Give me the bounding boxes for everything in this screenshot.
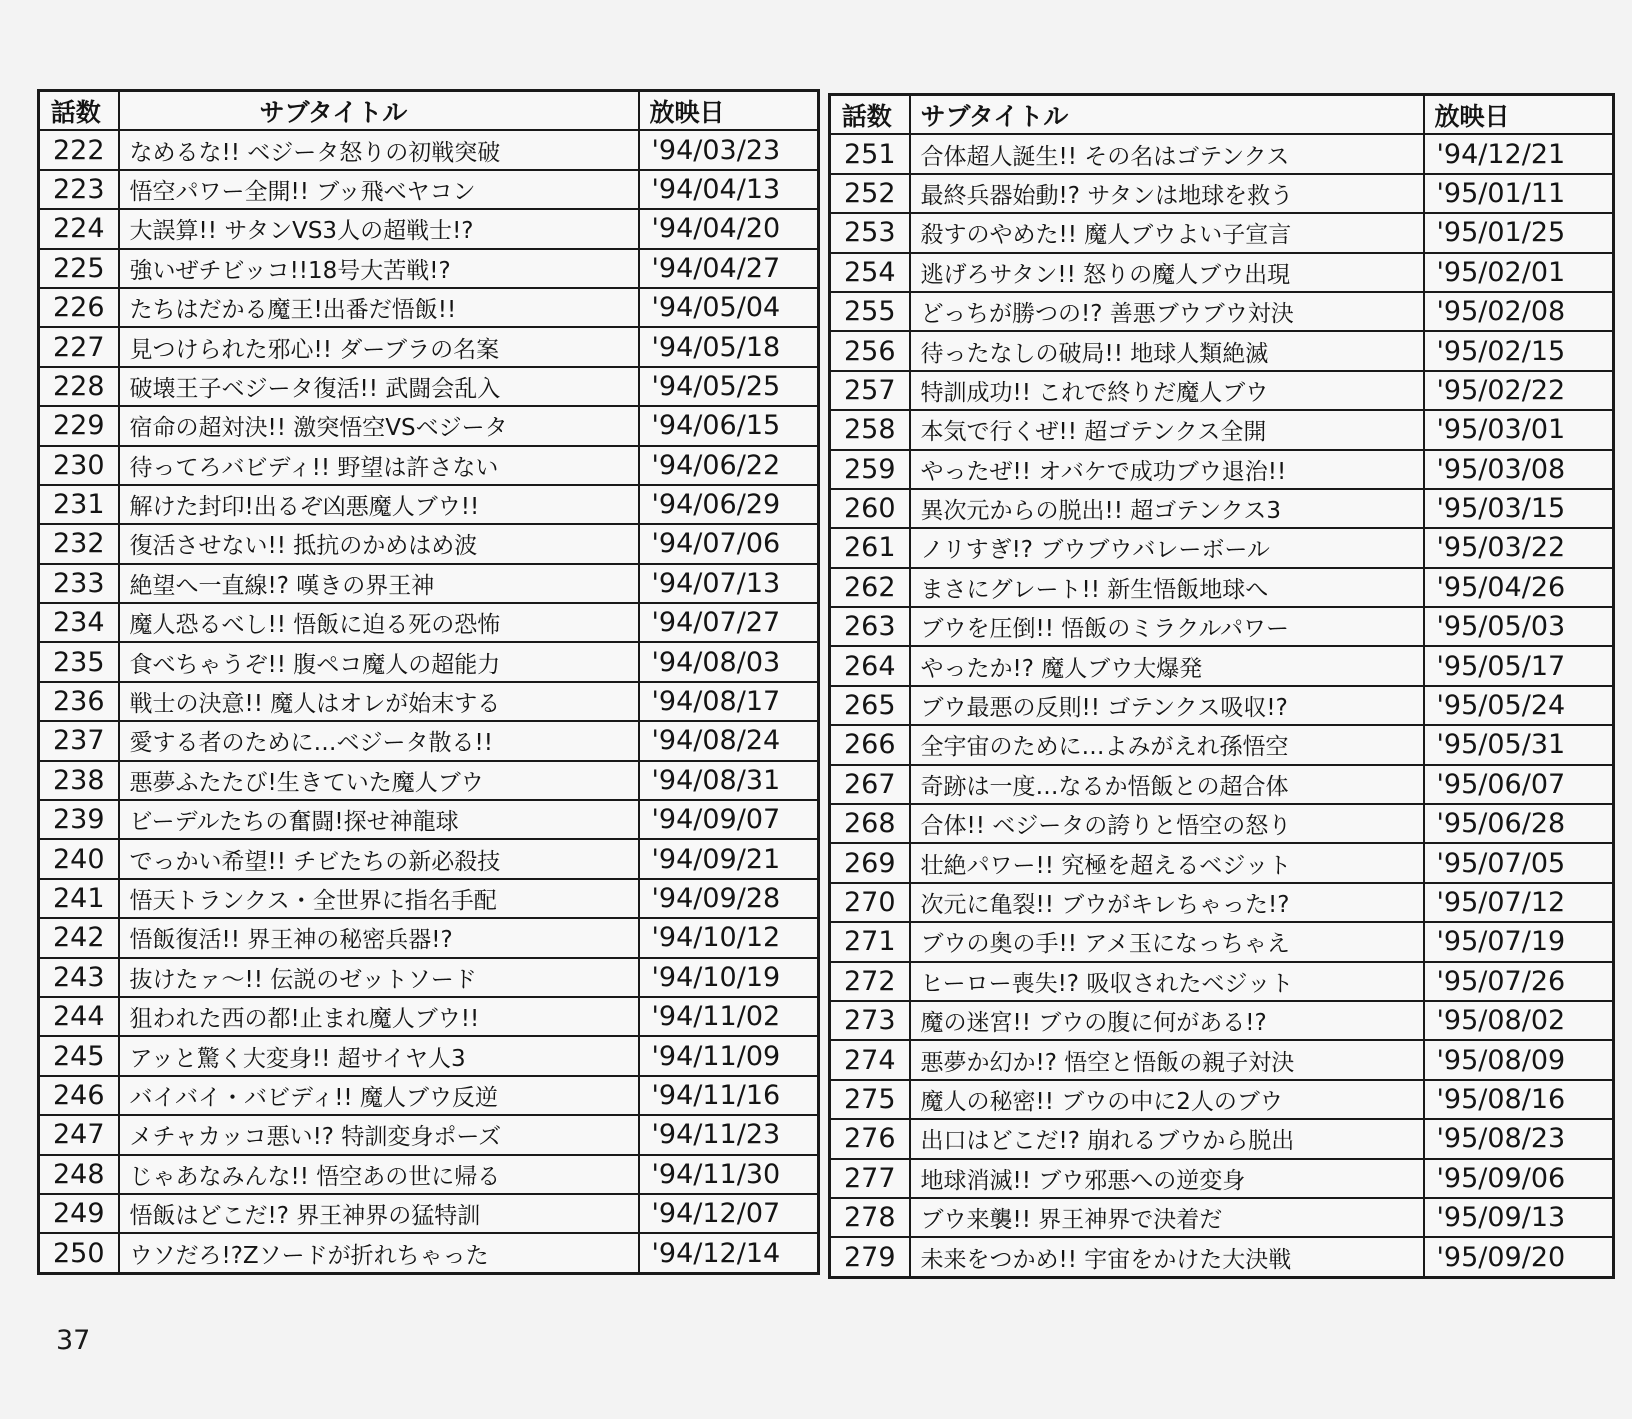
- table-row: [830, 1040, 1614, 1079]
- airdate-cell: '94/06/15: [639, 406, 819, 445]
- airdate-cell: '94/10/19: [639, 958, 819, 997]
- episode-number-cell: 241: [39, 879, 119, 918]
- episode-number-cell: 249: [39, 1194, 119, 1233]
- airdate-cell: '95/07/19: [1424, 922, 1614, 961]
- episode-title-cell: 本気で行くぜ!! 超ゴテンクス全開: [910, 410, 1424, 449]
- episode-title-cell: 異次元からの脱出!! 超ゴテンクス3: [910, 489, 1424, 528]
- airdate-cell: '95/02/08: [1424, 292, 1614, 331]
- episode-number-cell: 223: [39, 170, 119, 209]
- episode-number-cell: 279: [830, 1237, 910, 1277]
- episode-title-cell: 大誤算!! サタンVS3人の超戦士!?: [119, 209, 639, 248]
- airdate-cell: '95/01/25: [1424, 213, 1614, 252]
- table-header-row: [830, 95, 1614, 135]
- page-number: 37: [56, 1325, 91, 1356]
- subtitle-column-header: サブタイトル: [910, 95, 1424, 135]
- table-row: [39, 288, 819, 327]
- table-row: [830, 607, 1614, 646]
- episode-title-cell: 悪夢ふたたび!生きていた魔人ブウ: [119, 761, 639, 800]
- table-row: [39, 839, 819, 878]
- airdate-cell: '94/04/20: [639, 209, 819, 248]
- table-row: [39, 761, 819, 800]
- episode-title-cell: たちはだかる魔王!出番だ悟飯!!: [119, 288, 639, 327]
- table-row: [39, 1194, 819, 1233]
- episode-number-cell: 266: [830, 725, 910, 764]
- episode-number-cell: 256: [830, 331, 910, 370]
- episode-title-cell: 見つけられた邪心!! ダーブラの名案: [119, 327, 639, 366]
- airdate-cell: '94/04/27: [639, 249, 819, 288]
- episode-number-cell: 259: [830, 450, 910, 489]
- episode-number-cell: 265: [830, 686, 910, 725]
- table-row: [830, 804, 1614, 843]
- episode-number-cell: 230: [39, 446, 119, 485]
- episode-rows-left: [39, 130, 819, 1273]
- table-row: [39, 603, 819, 642]
- table-row: [39, 879, 819, 918]
- table-row: [39, 800, 819, 839]
- airdate-cell: '94/06/29: [639, 485, 819, 524]
- airdate-column-header: 放映日: [639, 91, 819, 131]
- episode-number-cell: 243: [39, 958, 119, 997]
- table-row: [39, 682, 819, 721]
- table-row: [39, 997, 819, 1036]
- episode-title-cell: ブウ最悪の反則!! ゴテンクス吸収!?: [910, 686, 1424, 725]
- episode-number-cell: 273: [830, 1001, 910, 1040]
- episode-number-cell: 254: [830, 253, 910, 292]
- episode-title-cell: 壮絶パワー!! 究極を超えるベジット: [910, 843, 1424, 882]
- episode-number-cell: 272: [830, 962, 910, 1001]
- table-row: [830, 725, 1614, 764]
- airdate-cell: '94/08/17: [639, 682, 819, 721]
- table-row: [39, 1115, 819, 1154]
- table-row: [830, 134, 1614, 173]
- episode-column-header: 話数: [830, 95, 910, 135]
- table-row: [39, 721, 819, 760]
- airdate-cell: '94/07/27: [639, 603, 819, 642]
- episode-number-cell: 260: [830, 489, 910, 528]
- episode-number-cell: 264: [830, 646, 910, 685]
- airdate-cell: '94/07/13: [639, 564, 819, 603]
- airdate-cell: '94/09/21: [639, 839, 819, 878]
- episode-number-cell: 251: [830, 134, 910, 173]
- table-row: [830, 331, 1614, 370]
- episode-title-cell: 戦士の決意!! 魔人はオレが始末する: [119, 682, 639, 721]
- table-row: [830, 843, 1614, 882]
- airdate-cell: '95/03/22: [1424, 528, 1614, 567]
- table-row: [830, 489, 1614, 528]
- episode-title-cell: 悟天トランクス・全世界に指名手配: [119, 879, 639, 918]
- airdate-cell: '95/07/05: [1424, 843, 1614, 882]
- airdate-cell: '94/04/13: [639, 170, 819, 209]
- table-row: [39, 564, 819, 603]
- episode-title-cell: 待ったなしの破局!! 地球人類絶滅: [910, 331, 1424, 370]
- airdate-cell: '95/08/23: [1424, 1119, 1614, 1158]
- airdate-cell: '95/08/09: [1424, 1040, 1614, 1079]
- episode-number-cell: 247: [39, 1115, 119, 1154]
- airdate-cell: '94/12/21: [1424, 134, 1614, 173]
- table-row: [39, 406, 819, 445]
- episode-title-cell: 未来をつかめ!! 宇宙をかけた大決戦: [910, 1237, 1424, 1277]
- airdate-cell: '95/03/08: [1424, 450, 1614, 489]
- episode-number-cell: 237: [39, 721, 119, 760]
- airdate-cell: '94/05/04: [639, 288, 819, 327]
- table-row: [830, 213, 1614, 252]
- airdate-cell: '95/02/01: [1424, 253, 1614, 292]
- table-row: [830, 1198, 1614, 1237]
- episode-title-cell: 絶望へ一直線!? 嘆きの界王神: [119, 564, 639, 603]
- table-row: [830, 962, 1614, 1001]
- episode-table-right: [828, 93, 1615, 1279]
- episode-title-cell: どっちが勝つの!? 善悪ブウブウ対決: [910, 292, 1424, 331]
- episode-number-cell: 226: [39, 288, 119, 327]
- episode-number-cell: 258: [830, 410, 910, 449]
- table-row: [39, 958, 819, 997]
- episode-title-cell: 愛する者のために…ベジータ散る!!: [119, 721, 639, 760]
- episode-number-cell: 224: [39, 209, 119, 248]
- episode-number-cell: 240: [39, 839, 119, 878]
- airdate-cell: '94/08/03: [639, 642, 819, 681]
- table-row: [39, 249, 819, 288]
- episode-title-cell: 魔の迷宮!! ブウの腹に何がある!?: [910, 1001, 1424, 1040]
- episode-number-cell: 234: [39, 603, 119, 642]
- episode-number-cell: 239: [39, 800, 119, 839]
- episode-number-cell: 222: [39, 130, 119, 169]
- airdate-cell: '94/08/24: [639, 721, 819, 760]
- episode-number-cell: 229: [39, 406, 119, 445]
- episode-title-cell: 強いぜチビッコ!!18号大苦戦!?: [119, 249, 639, 288]
- airdate-cell: '94/12/07: [639, 1194, 819, 1233]
- airdate-cell: '95/07/26: [1424, 962, 1614, 1001]
- episode-title-cell: ブウを圧倒!! 悟飯のミラクルパワー: [910, 607, 1424, 646]
- airdate-cell: '94/11/23: [639, 1115, 819, 1154]
- table-row: [39, 1076, 819, 1115]
- table-row: [830, 174, 1614, 213]
- airdate-cell: '95/02/15: [1424, 331, 1614, 370]
- table-row: [39, 446, 819, 485]
- table-row: [830, 568, 1614, 607]
- airdate-cell: '95/02/22: [1424, 371, 1614, 410]
- episode-number-cell: 277: [830, 1159, 910, 1198]
- episode-number-cell: 253: [830, 213, 910, 252]
- airdate-cell: '94/03/23: [639, 130, 819, 169]
- episode-number-cell: 257: [830, 371, 910, 410]
- table-row: [830, 1159, 1614, 1198]
- airdate-cell: '94/10/12: [639, 918, 819, 957]
- airdate-cell: '95/05/31: [1424, 725, 1614, 764]
- episode-title-cell: 奇跡は一度…なるか悟飯との超合体: [910, 765, 1424, 804]
- table-row: [39, 485, 819, 524]
- episode-title-cell: 全宇宙のために…よみがえれ孫悟空: [910, 725, 1424, 764]
- table-row: [39, 1036, 819, 1075]
- episode-number-cell: 268: [830, 804, 910, 843]
- episode-title-cell: 地球消滅!! ブウ邪悪への逆変身: [910, 1159, 1424, 1198]
- airdate-cell: '95/09/20: [1424, 1237, 1614, 1277]
- episode-number-cell: 255: [830, 292, 910, 331]
- table-row: [830, 450, 1614, 489]
- episode-number-cell: 278: [830, 1198, 910, 1237]
- episode-number-cell: 267: [830, 765, 910, 804]
- episode-title-cell: 最終兵器始動!? サタンは地球を救う: [910, 174, 1424, 213]
- episode-number-cell: 261: [830, 528, 910, 567]
- episode-number-cell: 248: [39, 1155, 119, 1194]
- episode-number-cell: 252: [830, 174, 910, 213]
- episode-title-cell: 破壊王子ベジータ復活!! 武闘会乱入: [119, 367, 639, 406]
- airdate-cell: '94/06/22: [639, 446, 819, 485]
- airdate-cell: '94/11/30: [639, 1155, 819, 1194]
- episode-title-cell: 悪夢か幻か!? 悟空と悟飯の親子対決: [910, 1040, 1424, 1079]
- episode-number-cell: 244: [39, 997, 119, 1036]
- airdate-cell: '95/06/28: [1424, 804, 1614, 843]
- episode-column-header: 話数: [39, 91, 119, 131]
- airdate-cell: '94/11/09: [639, 1036, 819, 1075]
- episode-number-cell: 271: [830, 922, 910, 961]
- episode-title-cell: 待ってろバビディ!! 野望は許さない: [119, 446, 639, 485]
- episode-title-cell: 狙われた西の都!止まれ魔人ブウ!!: [119, 997, 639, 1036]
- airdate-cell: '95/05/03: [1424, 607, 1614, 646]
- airdate-cell: '95/05/17: [1424, 646, 1614, 685]
- episode-number-cell: 276: [830, 1119, 910, 1158]
- episode-number-cell: 262: [830, 568, 910, 607]
- episode-number-cell: 263: [830, 607, 910, 646]
- table-row: [830, 528, 1614, 567]
- table-row: [39, 1233, 819, 1273]
- episode-title-cell: やったぜ!! オバケで成功ブウ退治!!: [910, 450, 1424, 489]
- table-row: [830, 253, 1614, 292]
- episode-title-cell: ウソだろ!?Zソードが折れちゃった: [119, 1233, 639, 1273]
- airdate-cell: '95/09/06: [1424, 1159, 1614, 1198]
- table-row: [830, 646, 1614, 685]
- airdate-cell: '95/08/02: [1424, 1001, 1614, 1040]
- airdate-cell: '95/01/11: [1424, 174, 1614, 213]
- episode-title-cell: 特訓成功!! これで終りだ魔人ブウ: [910, 371, 1424, 410]
- episode-title-cell: なめるな!! ベジータ怒りの初戦突破: [119, 130, 639, 169]
- episode-title-cell: 悟飯はどこだ!? 界王神界の猛特訓: [119, 1194, 639, 1233]
- table-row: [39, 367, 819, 406]
- episode-number-cell: 270: [830, 883, 910, 922]
- episode-title-cell: 悟飯復活!! 界王神の秘密兵器!?: [119, 918, 639, 957]
- episode-title-cell: まさにグレート!! 新生悟飯地球へ: [910, 568, 1424, 607]
- table-row: [39, 170, 819, 209]
- episode-title-cell: メチャカッコ悪い!? 特訓変身ポーズ: [119, 1115, 639, 1154]
- subtitle-column-header: サブタイトル: [119, 91, 639, 131]
- episode-number-cell: 233: [39, 564, 119, 603]
- episode-number-cell: 231: [39, 485, 119, 524]
- episode-title-cell: やったか!? 魔人ブウ大爆発: [910, 646, 1424, 685]
- episode-number-cell: 238: [39, 761, 119, 800]
- airdate-column-header: 放映日: [1424, 95, 1614, 135]
- episode-table-left: [37, 89, 820, 1275]
- episode-number-cell: 236: [39, 682, 119, 721]
- episode-title-cell: でっかい希望!! チビたちの新必殺技: [119, 839, 639, 878]
- airdate-cell: '95/03/15: [1424, 489, 1614, 528]
- episode-number-cell: 242: [39, 918, 119, 957]
- airdate-cell: '94/09/07: [639, 800, 819, 839]
- table-row: [830, 1080, 1614, 1119]
- episode-number-cell: 232: [39, 524, 119, 563]
- airdate-cell: '95/05/24: [1424, 686, 1614, 725]
- episode-title-cell: 抜けたァ〜!! 伝説のゼットソード: [119, 958, 639, 997]
- airdate-cell: '95/06/07: [1424, 765, 1614, 804]
- table-row: [830, 765, 1614, 804]
- airdate-cell: '94/07/06: [639, 524, 819, 563]
- episode-title-cell: ヒーロー喪失!? 吸収されたベジット: [910, 962, 1424, 1001]
- episode-number-cell: 250: [39, 1233, 119, 1273]
- table-row: [830, 1237, 1614, 1277]
- airdate-cell: '94/05/18: [639, 327, 819, 366]
- episode-title-cell: 魔人の秘密!! ブウの中に2人のブウ: [910, 1080, 1424, 1119]
- table-row: [39, 130, 819, 169]
- episode-number-cell: 235: [39, 642, 119, 681]
- episode-title-cell: 合体超人誕生!! その名はゴテンクス: [910, 134, 1424, 173]
- airdate-cell: '94/05/25: [639, 367, 819, 406]
- episode-title-cell: バイバイ・バビディ!! 魔人ブウ反逆: [119, 1076, 639, 1115]
- table-row: [830, 1001, 1614, 1040]
- episode-number-cell: 274: [830, 1040, 910, 1079]
- episode-title-cell: 食べちゃうぞ!! 腹ペコ魔人の超能力: [119, 642, 639, 681]
- airdate-cell: '95/04/26: [1424, 568, 1614, 607]
- episode-title-cell: じゃあなみんな!! 悟空あの世に帰る: [119, 1155, 639, 1194]
- airdate-cell: '94/11/02: [639, 997, 819, 1036]
- table-row: [830, 371, 1614, 410]
- table-row: [39, 642, 819, 681]
- episode-title-cell: 殺すのやめた!! 魔人ブウよい子宣言: [910, 213, 1424, 252]
- table-row: [830, 883, 1614, 922]
- episode-number-cell: 246: [39, 1076, 119, 1115]
- episode-title-cell: 合体!! ベジータの誇りと悟空の怒り: [910, 804, 1424, 843]
- episode-title-cell: アッと驚く大変身!! 超サイヤ人3: [119, 1036, 639, 1075]
- table-row: [39, 918, 819, 957]
- airdate-cell: '94/12/14: [639, 1233, 819, 1273]
- episode-title-cell: 魔人恐るべし!! 悟飯に迫る死の恐怖: [119, 603, 639, 642]
- table-row: [39, 327, 819, 366]
- episode-number-cell: 269: [830, 843, 910, 882]
- episode-title-cell: 悟空パワー全開!! ブッ飛べヤコン: [119, 170, 639, 209]
- episode-number-cell: 225: [39, 249, 119, 288]
- airdate-cell: '94/08/31: [639, 761, 819, 800]
- table-row: [830, 922, 1614, 961]
- airdate-cell: '94/09/28: [639, 879, 819, 918]
- episode-title-cell: 復活させない!! 抵抗のかめはめ波: [119, 524, 639, 563]
- airdate-cell: '95/03/01: [1424, 410, 1614, 449]
- episode-number-cell: 275: [830, 1080, 910, 1119]
- episode-title-cell: ノリすぎ!? ブウブウバレーボール: [910, 528, 1424, 567]
- table-row: [39, 1155, 819, 1194]
- airdate-cell: '95/07/12: [1424, 883, 1614, 922]
- episode-title-cell: 解けた封印!出るぞ凶悪魔人ブウ!!: [119, 485, 639, 524]
- episode-number-cell: 227: [39, 327, 119, 366]
- episode-rows-right: [830, 134, 1614, 1277]
- table-header-row: [39, 91, 819, 131]
- episode-title-cell: 宿命の超対決!! 激突悟空VSベジータ: [119, 406, 639, 445]
- table-row: [830, 292, 1614, 331]
- episode-title-cell: 出口はどこだ!? 崩れるブウから脱出: [910, 1119, 1424, 1158]
- episode-number-cell: 245: [39, 1036, 119, 1075]
- table-row: [39, 524, 819, 563]
- episode-title-cell: ビーデルたちの奮闘!探せ神龍球: [119, 800, 639, 839]
- airdate-cell: '95/08/16: [1424, 1080, 1614, 1119]
- table-row: [39, 209, 819, 248]
- table-row: [830, 1119, 1614, 1158]
- episode-title-cell: 次元に亀裂!! ブウがキレちゃった!?: [910, 883, 1424, 922]
- episode-title-cell: ブウの奥の手!! アメ玉になっちゃえ: [910, 922, 1424, 961]
- episode-number-cell: 228: [39, 367, 119, 406]
- airdate-cell: '94/11/16: [639, 1076, 819, 1115]
- episode-title-cell: 逃げろサタン!! 怒りの魔人ブウ出現: [910, 253, 1424, 292]
- airdate-cell: '95/09/13: [1424, 1198, 1614, 1237]
- episode-title-cell: ブウ来襲!! 界王神界で決着だ: [910, 1198, 1424, 1237]
- table-row: [830, 686, 1614, 725]
- table-row: [830, 410, 1614, 449]
